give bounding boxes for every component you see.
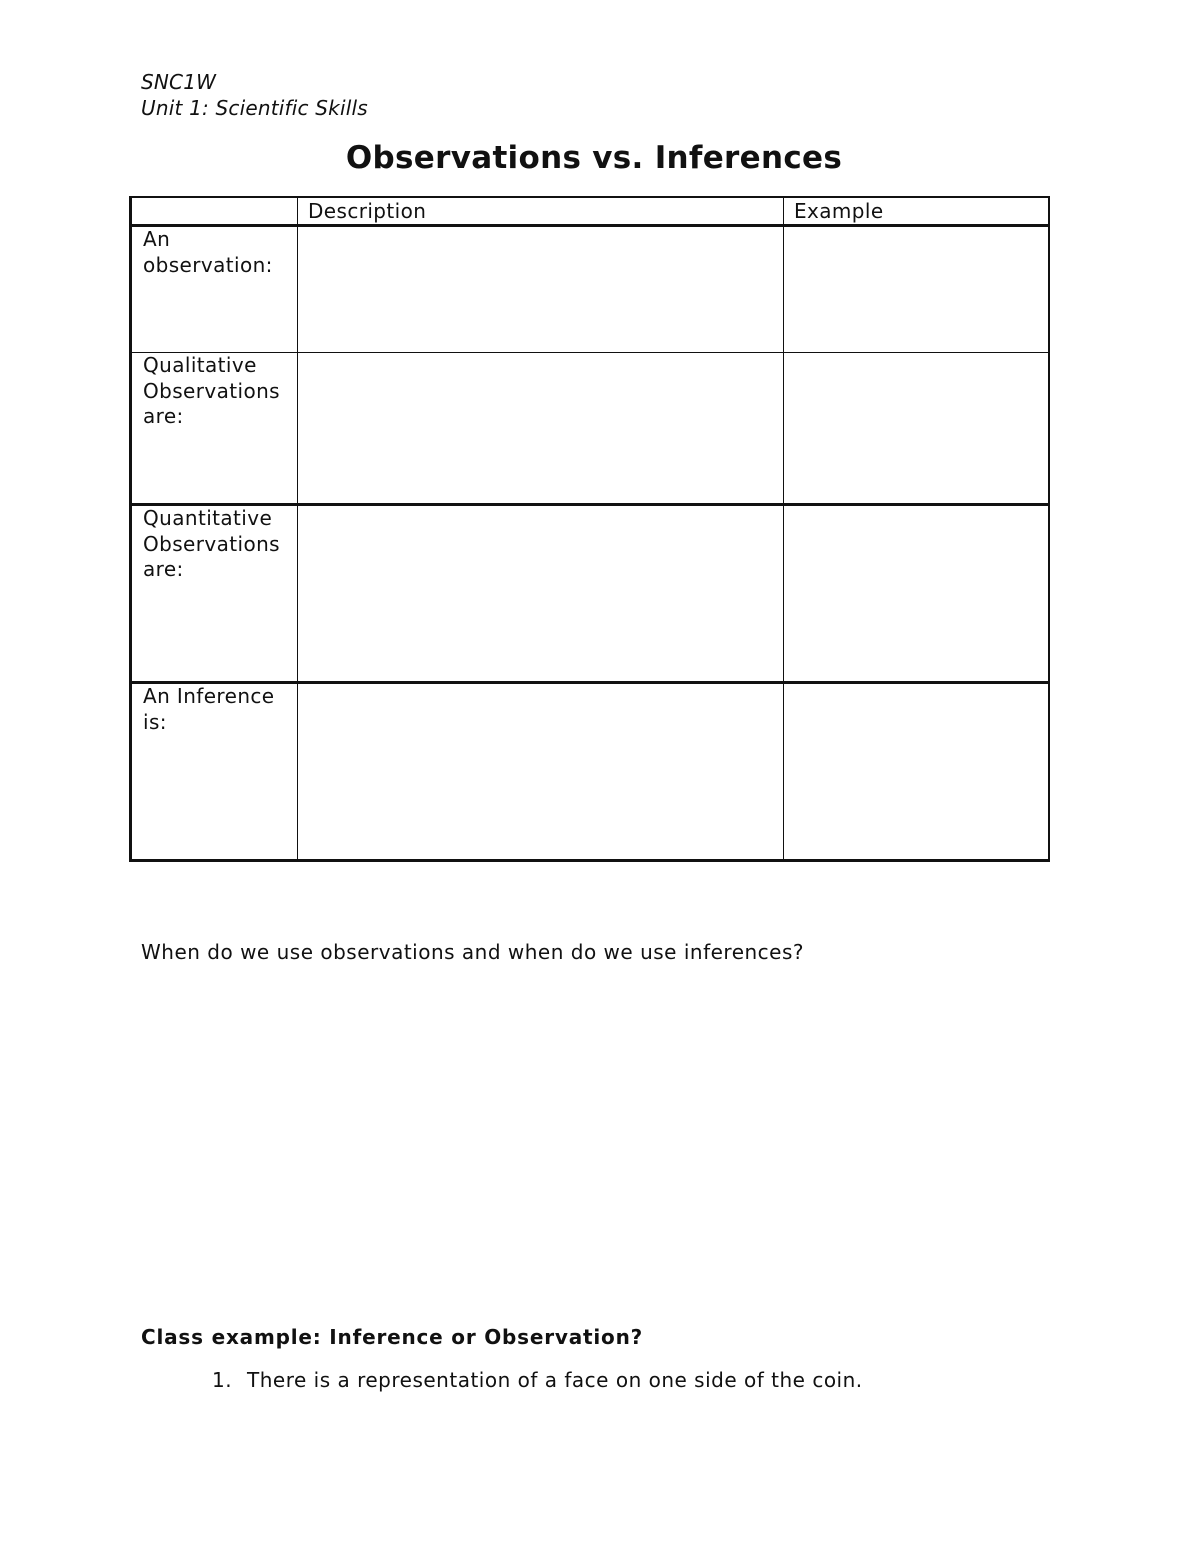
table-header-example: Example — [784, 197, 1049, 226]
course-code: SNC1W — [141, 70, 217, 94]
description-cell — [298, 226, 784, 353]
row-label-inference: An Inference is: — [131, 683, 298, 861]
table-header-row — [131, 197, 1049, 226]
example-cell — [784, 353, 1049, 505]
usage-question: When do we use observations and when do we use inferences? — [141, 940, 805, 964]
description-cell — [298, 353, 784, 505]
table-row — [131, 683, 1049, 861]
row-label-observation: An observation: — [131, 226, 298, 353]
class-example-heading: Class example: Inference or Observation? — [141, 1325, 644, 1349]
table-header-blank — [131, 197, 298, 226]
list-item-text: There is a representation of a face on one side of the coin. — [247, 1368, 863, 1392]
table-row — [131, 353, 1049, 505]
description-cell — [298, 683, 784, 861]
list-item-number: 1. — [212, 1368, 233, 1392]
table-header-description: Description — [298, 197, 784, 226]
page-title: Observations vs. Inferences — [345, 140, 843, 176]
example-cell — [784, 505, 1049, 683]
observations-table — [129, 196, 1050, 862]
list-item — [212, 1368, 863, 1392]
description-cell — [298, 505, 784, 683]
unit-title: Unit 1: Scientific Skills — [141, 96, 368, 120]
row-label-quantitative: Quantitative Observations are: — [131, 505, 298, 683]
table-row — [131, 505, 1049, 683]
table-row — [131, 226, 1049, 353]
row-label-qualitative: Qualitative Observations are: — [131, 353, 298, 505]
example-cell — [784, 683, 1049, 861]
example-cell — [784, 226, 1049, 353]
